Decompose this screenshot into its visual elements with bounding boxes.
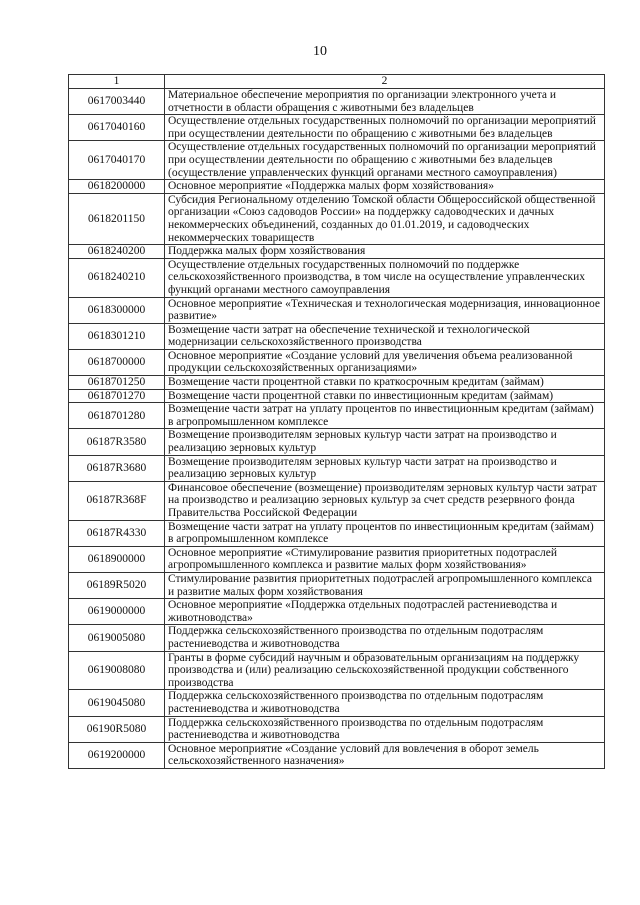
row-description: Осуществление отдельных государственных полномочий по организации мероприятий при осуществлении деятельности по обращению с животными без владельцев [165,115,605,141]
table-row [69,297,605,323]
table-row [69,455,605,481]
row-description: Основное мероприятие «Создание условий для увеличения объема реализованной продукции сельскохозяйственных организациями» [165,349,605,375]
row-description: Возмещение производителям зерновых культур части затрат на производство и реализацию зерновых культур [165,429,605,455]
row-code: 0617040160 [69,115,165,141]
table-row [69,599,605,625]
row-code: 06187R4330 [69,520,165,546]
row-description: Материальное обеспечение мероприятия по организации электронного учета и отчетности в области обращения с животными без владельцев [165,89,605,115]
row-description: Субсидия Региональному отделению Томской области Общероссийской общественной организации «Союз садоводов России» на поддержку садоводческих и дачных некоммерческих объединений, созданных до 01.01.2019, и садоводческих некоммерческих товариществ [165,193,605,244]
row-code: 0619000000 [69,599,165,625]
table-row [69,245,605,259]
table-row [69,376,605,390]
row-code: 0618300000 [69,297,165,323]
table-row [69,546,605,572]
row-code: 0618201150 [69,193,165,244]
row-description: Поддержка сельскохозяйственного производства по отдельным подотраслям растениеводства и животноводства [165,625,605,651]
table-header-row [69,75,605,89]
row-description: Возмещение части затрат на обеспечение технической и технологической модернизации сельскохозяйственного производства [165,323,605,349]
row-description: Поддержка малых форм хозяйствования [165,245,605,259]
row-code: 0618900000 [69,546,165,572]
table-row [69,651,605,690]
row-description: Возмещение производителям зерновых культур части затрат на производство и реализацию зерновых культур [165,455,605,481]
row-description: Стимулирование развития приоритетных подотраслей агропромышленного комплекса и развитие малых форм хозяйствования [165,572,605,598]
table-row [69,115,605,141]
row-code: 0618240200 [69,245,165,259]
table-row [69,572,605,598]
row-code: 06189R5020 [69,572,165,598]
row-description: Возмещение части процентной ставки по инвестиционным кредитам (займам) [165,389,605,403]
row-description: Осуществление отдельных государственных полномочий по организации мероприятий при осуществлении деятельности по обращению с животными без владельцев (осуществление управленческих функций органами местного самоуправления) [165,141,605,180]
row-code: 0618700000 [69,349,165,375]
budget-classification-table [68,74,605,769]
row-code: 06187R3580 [69,429,165,455]
row-code: 0619008080 [69,651,165,690]
row-description: Основное мероприятие «Стимулирование развития приоритетных подотраслей агропромышленного комплекса и развитие малых форм хозяйствования» [165,546,605,572]
column-header-code: 1 [69,75,165,89]
table-row [69,193,605,244]
table-row [69,429,605,455]
row-code: 0618301210 [69,323,165,349]
row-description: Осуществление отдельных государственных полномочий по поддержке сельскохозяйственного производства, в том числе на осуществление управленческих функций органами местного самоуправления [165,258,605,297]
table-row [69,258,605,297]
row-code: 0618701280 [69,403,165,429]
row-description: Основное мероприятие «Поддержка малых форм хозяйствования» [165,180,605,194]
row-description: Основное мероприятие «Создание условий для вовлечения в оборот земель сельскохозяйственного назначения» [165,742,605,768]
table-row [69,323,605,349]
table-row [69,481,605,520]
row-code: 0619200000 [69,742,165,768]
row-description: Возмещение части процентной ставки по краткосрочным кредитам (займам) [165,376,605,390]
row-description: Основное мероприятие «Поддержка отдельных подотраслей растениеводства и животноводства» [165,599,605,625]
column-header-description: 2 [165,75,605,89]
row-code: 0618240210 [69,258,165,297]
table-row [69,625,605,651]
row-description: Возмещение части затрат на уплату процентов по инвестиционным кредитам (займам) в агропромышленном комплексе [165,520,605,546]
table-row [69,690,605,716]
row-code: 06187R368F [69,481,165,520]
row-code: 0617040170 [69,141,165,180]
row-description: Возмещение части затрат на уплату процентов по инвестиционным кредитам (займам) в агропромышленном комплексе [165,403,605,429]
row-description: Поддержка сельскохозяйственного производства по отдельным подотраслям растениеводства и животноводства [165,690,605,716]
row-code: 0617003440 [69,89,165,115]
row-description: Финансовое обеспечение (возмещение) производителям зерновых культур части затрат на производство и реализацию зерновых культур за счет средств резервного фонда Правительства Российской Федерации [165,481,605,520]
row-description: Основное мероприятие «Техническая и технологическая модернизация, инновационное развитие» [165,297,605,323]
table-row [69,389,605,403]
row-code: 06190R5080 [69,716,165,742]
table-row [69,742,605,768]
table-row [69,716,605,742]
row-code: 0619045080 [69,690,165,716]
row-code: 06187R3680 [69,455,165,481]
row-code: 0619005080 [69,625,165,651]
table-row [69,520,605,546]
table-row [69,403,605,429]
row-code: 0618701270 [69,389,165,403]
table-row [69,349,605,375]
row-description: Поддержка сельскохозяйственного производства по отдельным подотраслям растениеводства и животноводства [165,716,605,742]
row-description: Гранты в форме субсидий научным и образовательным организациям на поддержку производства и (или) реализацию сельскохозяйственной продукции собственного производства [165,651,605,690]
table-row [69,180,605,194]
row-code: 0618200000 [69,180,165,194]
row-code: 0618701250 [69,376,165,390]
page-number: 10 [313,44,327,59]
table-row [69,89,605,115]
table-row [69,141,605,180]
